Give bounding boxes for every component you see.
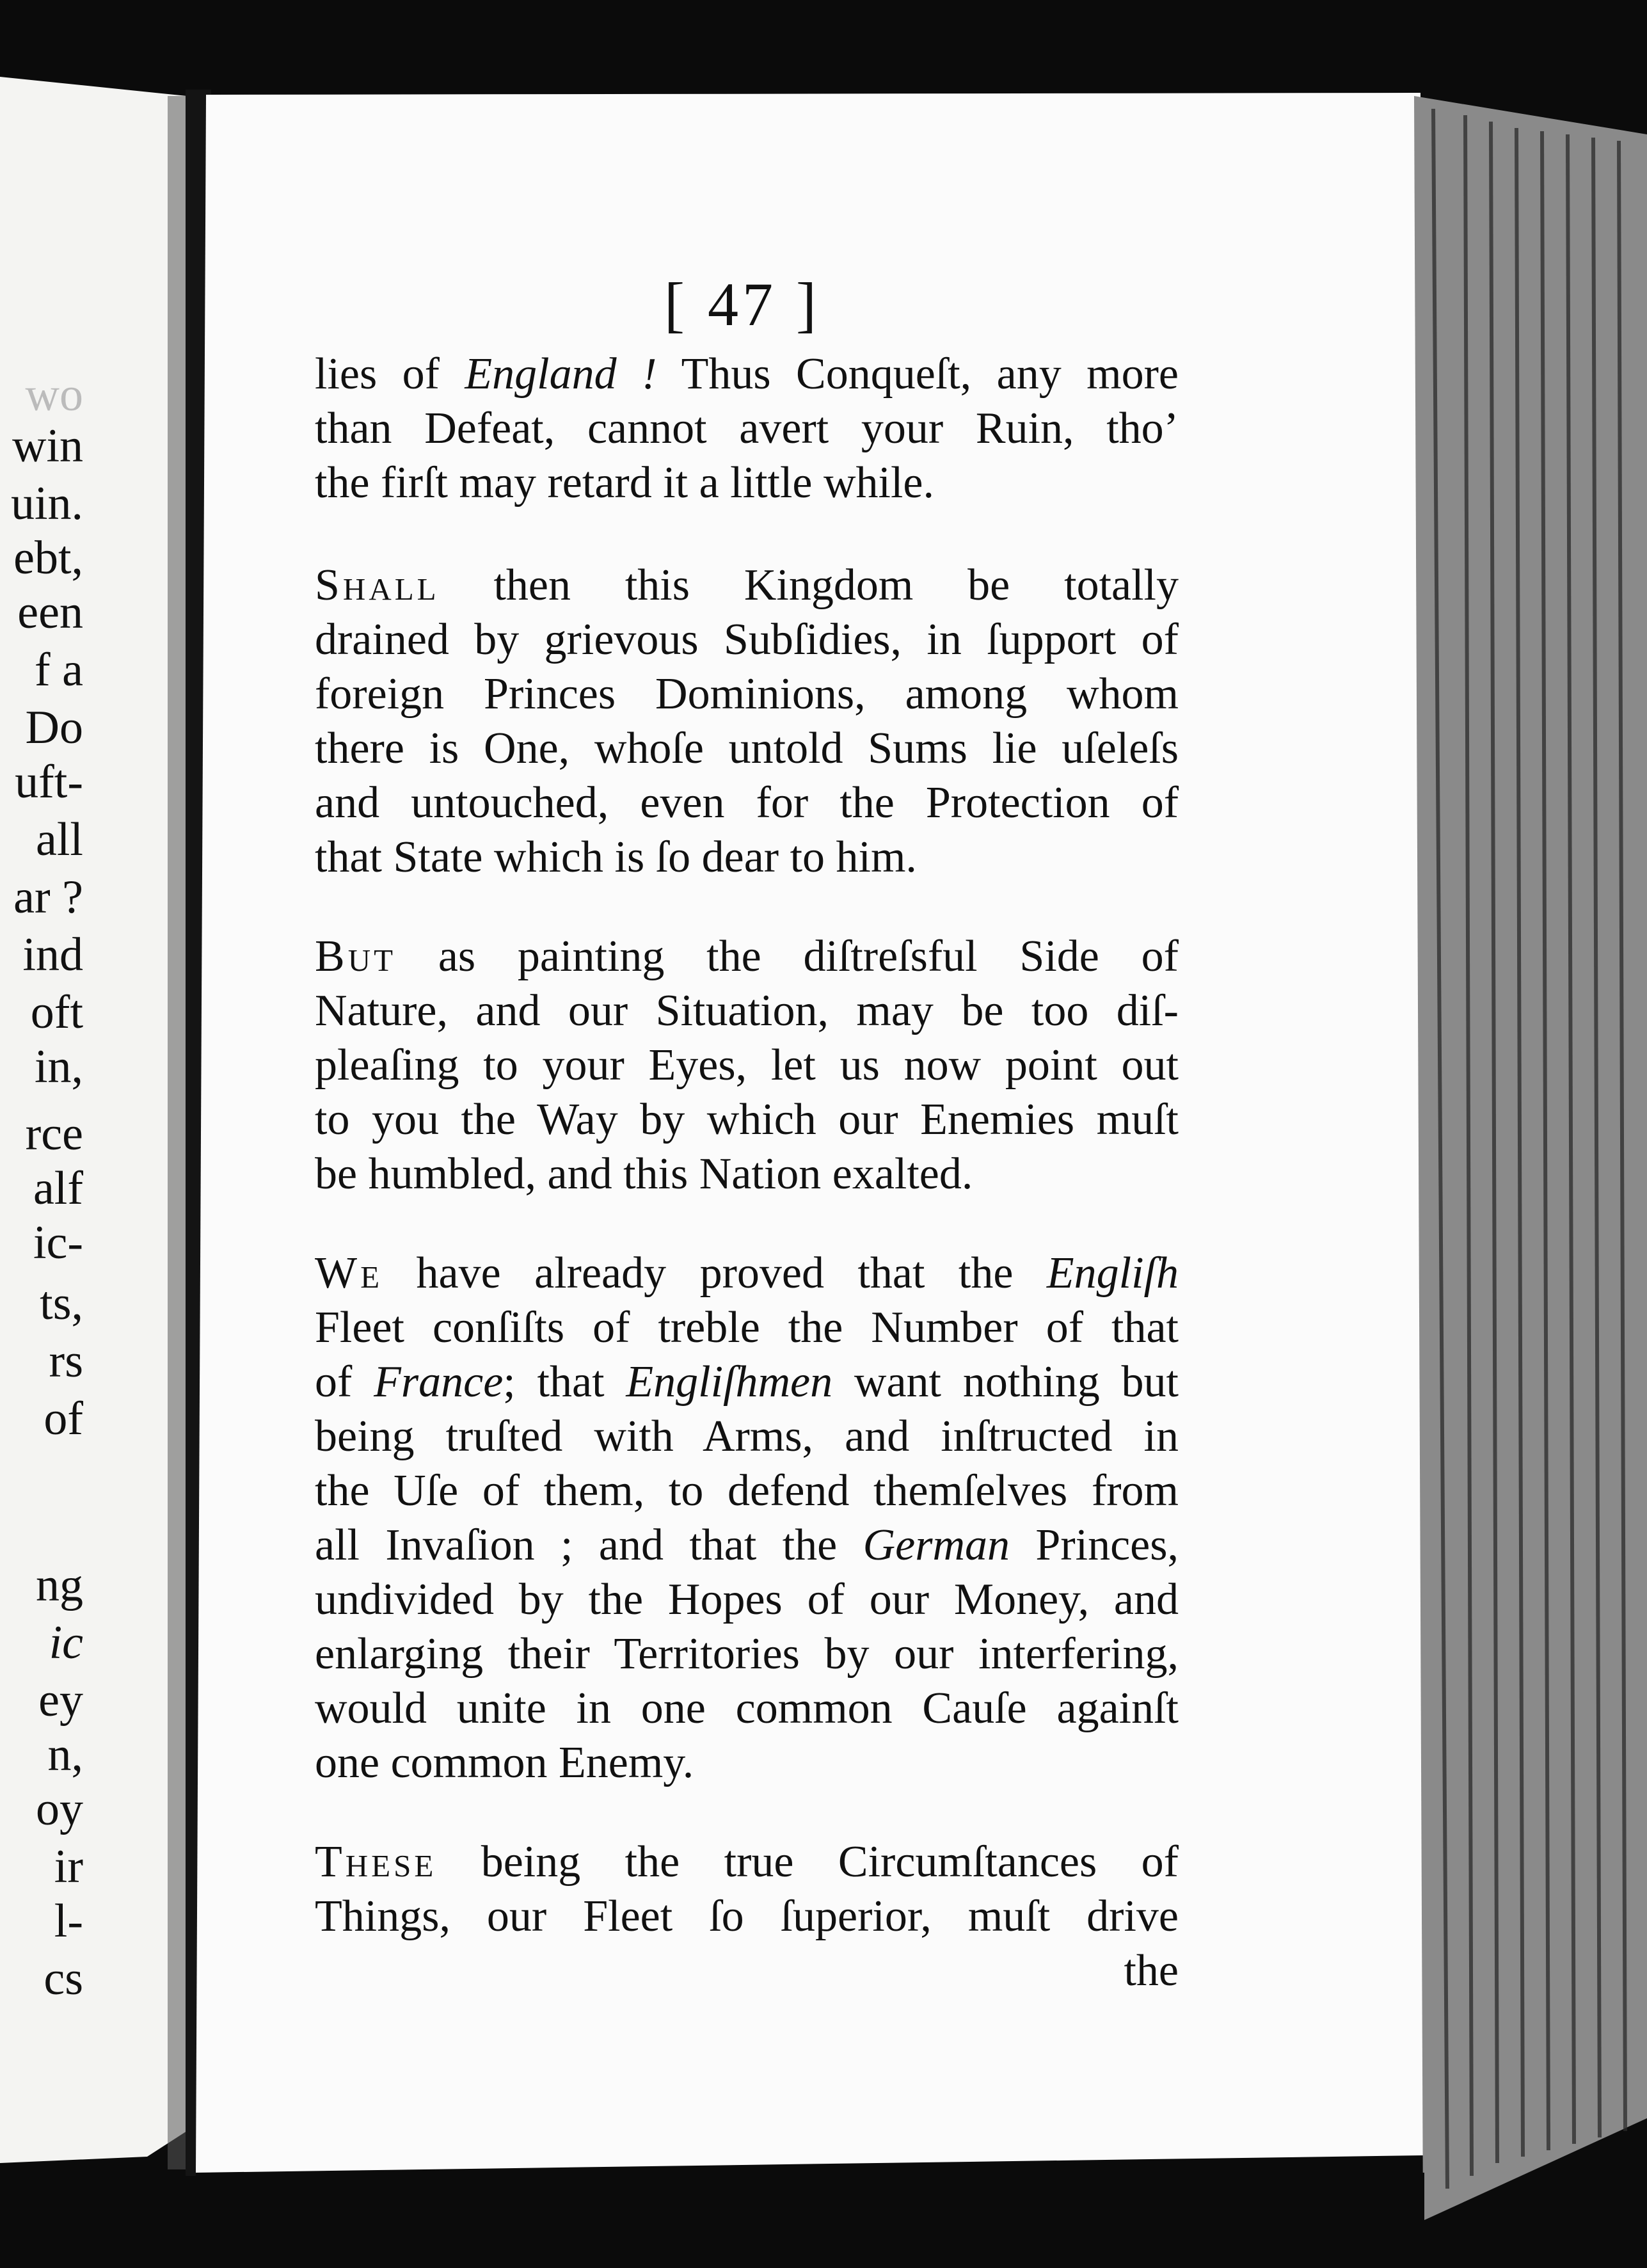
margin-fragment: wo — [25, 369, 83, 421]
text-line: the Uſe of them, to defend themſelves from — [315, 1466, 1179, 1515]
text-line: pleaſing to your Eyes, let us now point out — [315, 1041, 1179, 1090]
margin-fragment: ir — [54, 1841, 83, 1893]
margin-fragment: Do — [25, 701, 83, 754]
text-line: and untouched, even for the Protection of — [315, 778, 1179, 827]
margin-fragment: n, — [47, 1729, 83, 1781]
text-line: We have already proved that the Engliſh — [315, 1249, 1179, 1298]
margin-fragment: f a — [35, 644, 83, 696]
margin-fragment: uft- — [15, 756, 83, 808]
margin-fragment: ind — [22, 929, 83, 981]
margin-fragment: all — [36, 813, 83, 866]
margin-fragment: oft — [30, 986, 83, 1039]
text-line: would unite in one common Cauſe againſt — [315, 1684, 1179, 1733]
text-line: Things, our Fleet ſo ſuperior, muſt drive — [315, 1892, 1179, 1941]
margin-fragment: alf — [33, 1162, 83, 1215]
text-line: one common Enemy. — [315, 1738, 694, 1787]
margin-fragment: ic- — [33, 1217, 83, 1269]
text-line: drained by grievous Subſidies, in ſupport of — [315, 615, 1179, 664]
text-line: Fleet conſiſts of treble the Number of that — [315, 1303, 1179, 1352]
text-line: Nature, and our Situation, may be too diſ- — [315, 986, 1179, 1035]
margin-fragment: l- — [54, 1895, 83, 1947]
margin-fragment: oy — [36, 1783, 83, 1835]
text-line: foreign Princes Dominions, among whom — [315, 669, 1179, 719]
margin-fragment: ebt, — [13, 532, 83, 584]
text-line: to you the Way by which our Enemies muſt — [315, 1095, 1179, 1144]
page-number: [ 47 ] — [664, 270, 820, 339]
bottom-edge — [196, 2173, 1424, 2268]
text-line: These being the true Circumſtances of — [315, 1837, 1179, 1887]
text-line: of France; that Engliſhmen want nothing but — [315, 1357, 1179, 1407]
catchword: the — [1124, 1946, 1179, 1995]
text-line: being truſted with Arms, and inſtructed in — [315, 1412, 1179, 1461]
margin-fragment: cs — [44, 1953, 83, 2005]
margin-fragment: ey — [38, 1674, 83, 1727]
margin-fragment: uin. — [10, 477, 83, 530]
margin-fragment: of — [44, 1393, 83, 1445]
text-line: lies of England ! Thus Conqueſt, any more — [315, 349, 1179, 399]
margin-fragment: rs — [49, 1335, 83, 1387]
margin-fragment: ts, — [40, 1277, 83, 1330]
margin-fragment: een — [17, 586, 83, 639]
margin-fragment: ic — [49, 1617, 83, 1669]
text-line: there is One, whoſe untold Sums lie uſeleſs — [315, 724, 1179, 773]
margin-fragment: rce — [25, 1108, 83, 1160]
text-line: Shall then this Kingdom be totally — [315, 561, 1179, 610]
text-line: the firſt may retard it a little while. — [315, 458, 935, 507]
text-line: all Invaſion ; and that the German Princes, — [315, 1521, 1179, 1570]
text-line: that State which is ſo dear to him. — [315, 833, 917, 882]
page-edges — [1414, 96, 1647, 2221]
text-line: be humbled, and this Nation exalted. — [315, 1149, 973, 1199]
text-line: than Defeat, cannot avert your Ruin, tho’ — [315, 404, 1179, 453]
margin-fragment: in, — [34, 1041, 83, 1093]
text-line: enlarging their Territories by our interfering, — [315, 1629, 1179, 1679]
margin-fragment: win — [12, 420, 83, 472]
text-line: But as painting the diſtreſsful Side of — [315, 932, 1179, 981]
margin-fragment: ar ? — [13, 871, 83, 923]
margin-fragment: ng — [36, 1559, 83, 1611]
text-line: undivided by the Hopes of our Money, and — [315, 1575, 1179, 1624]
